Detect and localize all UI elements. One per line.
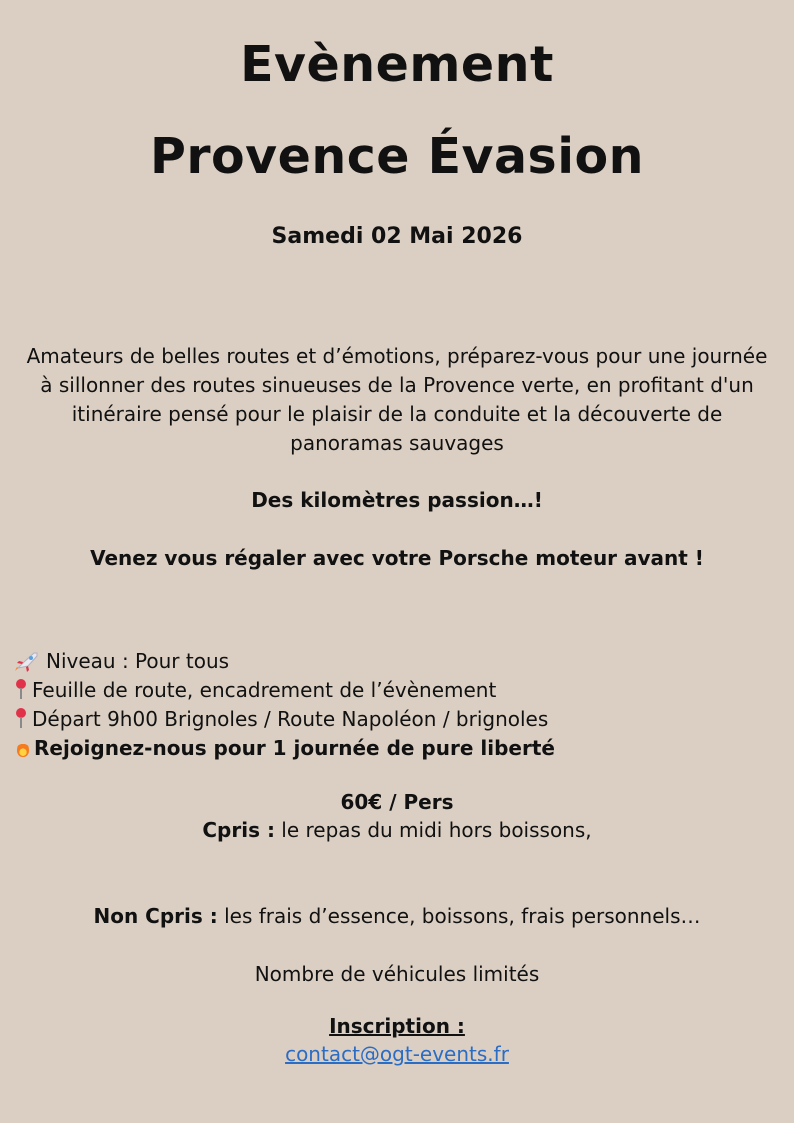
fire-icon	[17, 741, 29, 757]
title-line-2: Provence Évasion	[149, 128, 645, 185]
included-label: Cpris :	[202, 818, 275, 842]
list-item-text: Feuille de route, encadrement de l’évènement	[32, 678, 497, 702]
list-item	[14, 647, 784, 676]
list-item	[14, 676, 784, 705]
list-item	[14, 705, 784, 734]
included-line	[0, 818, 794, 842]
not-included-line	[0, 904, 794, 928]
list-item-text: Niveau : Pour tous	[46, 649, 230, 673]
inscription-heading: Inscription :	[329, 1014, 465, 1038]
included-text: le repas du midi hors boissons,	[274, 818, 592, 842]
pin-icon	[14, 707, 28, 729]
not-included-text: les frais d’essence, boissons, frais personnels…	[217, 904, 701, 928]
title-line-1: Evènement	[240, 36, 554, 93]
vehicle-limit: Nombre de véhicules limités	[254, 962, 540, 986]
pin-icon	[14, 678, 28, 700]
price: 60€ / Pers	[340, 790, 454, 814]
info-list	[14, 647, 784, 763]
list-item-text: Départ 9h00 Brignoles / Route Napoléon / brignoles	[32, 707, 549, 731]
rocket-icon	[14, 650, 40, 672]
event-date: Samedi 02 Mai 2026	[271, 224, 523, 249]
passion-tagline: Des kilomètres passion…!	[251, 488, 543, 512]
intro-paragraph: Amateurs de belles routes et d’émotions, préparez-vous pour une journée à sillonner des routes sinueuses de la Provence verte, en profitant d'un itinéraire pensé pour le plaisir de la conduite et la découverte de panoramas sauvages	[26, 344, 768, 455]
list-item	[14, 734, 784, 763]
porsche-tagline: Venez vous régaler avec votre Porsche moteur avant !	[90, 546, 704, 570]
list-item-text: Rejoignez-nous pour 1 journée de pure liberté	[34, 736, 555, 760]
not-included-label: Non Cpris :	[93, 904, 218, 928]
contact-email-link[interactable]: contact@ogt-events.fr	[285, 1042, 509, 1066]
